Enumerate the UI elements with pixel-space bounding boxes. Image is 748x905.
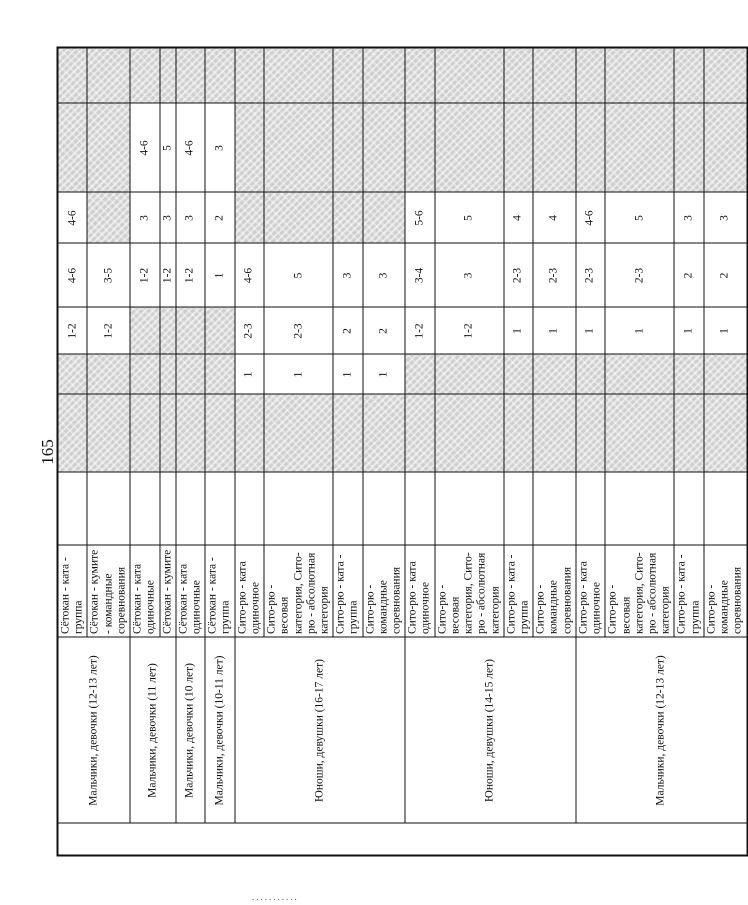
value-cell: 3 bbox=[205, 103, 234, 192]
blank-column bbox=[58, 823, 748, 855]
hatched-cell bbox=[674, 103, 703, 192]
value-cell: 2 bbox=[333, 307, 362, 354]
event-cell: Сито-рю - весовая категория, Сито-рю - абсолютная категория bbox=[605, 545, 674, 637]
event-cell: Сито-рю - ката - группа bbox=[333, 545, 362, 637]
hatched-cell bbox=[605, 47, 674, 103]
value-cell: 1 bbox=[576, 307, 605, 354]
hatched-cell bbox=[405, 103, 434, 192]
hatched-cell bbox=[130, 394, 159, 472]
value-cell: 1 bbox=[235, 354, 264, 394]
event-cell: Сётокан - ката одиночные bbox=[130, 545, 159, 637]
table-row bbox=[130, 47, 159, 855]
value-cell bbox=[576, 472, 605, 545]
hatched-cell bbox=[87, 103, 130, 192]
hatched-cell bbox=[504, 47, 533, 103]
hatched-cell bbox=[160, 354, 176, 394]
hatched-cell bbox=[87, 47, 130, 103]
event-cell: Сито-рю - ката одиночное bbox=[576, 545, 605, 637]
value-cell: 5 bbox=[264, 243, 333, 307]
value-cell: 4-6 bbox=[235, 243, 264, 307]
hatched-cell bbox=[435, 354, 504, 394]
hatched-cell bbox=[533, 354, 576, 394]
value-cell bbox=[176, 472, 205, 545]
group-cell: Мальчики, девочки (10 лет) bbox=[176, 637, 205, 823]
hatched-cell bbox=[704, 103, 747, 192]
hatched-cell bbox=[235, 47, 264, 103]
value-cell: 3 bbox=[435, 243, 504, 307]
hatched-cell bbox=[576, 394, 605, 472]
value-cell bbox=[205, 472, 234, 545]
event-cell: Сито-рю - ката одиночное bbox=[235, 545, 264, 637]
value-cell: 3 bbox=[160, 192, 176, 243]
hatched-cell bbox=[205, 307, 234, 354]
footer-dots: ........... bbox=[252, 892, 299, 902]
hatched-cell bbox=[704, 394, 747, 472]
event-cell: Сётокан - кумите - командные соревнования bbox=[87, 545, 130, 637]
hatched-cell bbox=[235, 103, 264, 192]
value-cell bbox=[363, 472, 406, 545]
event-cell: Сито-рю - командные соревнования bbox=[533, 545, 576, 637]
hatched-cell bbox=[435, 394, 504, 472]
value-cell: 1 bbox=[533, 307, 576, 354]
value-cell: 1-2 bbox=[160, 243, 176, 307]
value-cell bbox=[504, 472, 533, 545]
table-row bbox=[235, 47, 264, 855]
hatched-cell bbox=[205, 47, 234, 103]
hatched-cell bbox=[235, 192, 264, 243]
value-cell: 5 bbox=[435, 192, 504, 243]
value-cell: 1 bbox=[264, 354, 333, 394]
value-cell: 3 bbox=[674, 192, 703, 243]
value-cell bbox=[58, 472, 88, 545]
value-cell: 4-6 bbox=[130, 103, 159, 192]
value-cell: 2-3 bbox=[605, 243, 674, 307]
event-cell: Сётокан - кумите bbox=[160, 545, 176, 637]
group-cell: Юноши, девушки (16-17 лет) bbox=[235, 637, 406, 823]
event-cell: Сито-рю - весовая категория, Сито-рю - абсолютная категория bbox=[264, 545, 333, 637]
hatched-cell bbox=[363, 47, 406, 103]
value-cell: 3 bbox=[130, 192, 159, 243]
table-row bbox=[576, 47, 605, 855]
value-cell: 1 bbox=[333, 354, 362, 394]
value-cell: 4 bbox=[533, 192, 576, 243]
event-cell: Сётокан - ката - группа bbox=[58, 545, 88, 637]
hatched-cell bbox=[160, 307, 176, 354]
value-cell: 1-2 bbox=[405, 307, 434, 354]
value-cell bbox=[605, 472, 674, 545]
hatched-cell bbox=[605, 354, 674, 394]
value-cell: 3 bbox=[363, 243, 406, 307]
value-cell: 4-6 bbox=[58, 243, 88, 307]
hatched-cell bbox=[704, 354, 747, 394]
value-cell bbox=[435, 472, 504, 545]
hatched-cell bbox=[264, 394, 333, 472]
hatched-cell bbox=[264, 192, 333, 243]
value-cell: 2 bbox=[205, 192, 234, 243]
hatched-cell bbox=[333, 192, 362, 243]
hatched-cell bbox=[58, 103, 88, 192]
group-cell: Мальчики, девочки (10-11 лет) bbox=[205, 637, 234, 823]
value-cell bbox=[87, 472, 130, 545]
value-cell bbox=[264, 472, 333, 545]
table-row bbox=[58, 47, 88, 855]
value-cell: 1 bbox=[605, 307, 674, 354]
value-cell: 1 bbox=[363, 354, 406, 394]
group-cell: Мальчики, девочки (12-13 лет) bbox=[576, 637, 747, 823]
value-cell: 5 bbox=[605, 192, 674, 243]
group-cell: Юноши, девушки (14-15 лет) bbox=[405, 637, 576, 823]
hatched-cell bbox=[605, 103, 674, 192]
hatched-cell bbox=[160, 394, 176, 472]
hatched-cell bbox=[405, 354, 434, 394]
value-cell: 1-2 bbox=[130, 243, 159, 307]
hatched-cell bbox=[504, 394, 533, 472]
hatched-cell bbox=[605, 394, 674, 472]
value-cell: 1 bbox=[504, 307, 533, 354]
hatched-cell bbox=[87, 192, 130, 243]
value-cell bbox=[333, 472, 362, 545]
hatched-cell bbox=[435, 103, 504, 192]
hatched-cell bbox=[264, 47, 333, 103]
value-cell: 1-2 bbox=[435, 307, 504, 354]
hatched-cell bbox=[405, 394, 434, 472]
value-cell bbox=[130, 472, 159, 545]
value-cell: 3-5 bbox=[87, 243, 130, 307]
group-cell: Мальчики, девочки (12-13 лет) bbox=[58, 637, 131, 823]
hatched-cell bbox=[87, 354, 130, 394]
value-cell: 3-4 bbox=[405, 243, 434, 307]
value-cell: 4 bbox=[504, 192, 533, 243]
hatched-cell bbox=[533, 47, 576, 103]
hatched-cell bbox=[704, 47, 747, 103]
hatched-cell bbox=[363, 192, 406, 243]
hatched-cell bbox=[576, 103, 605, 192]
event-cell: Сито-рю - ката - группа bbox=[504, 545, 533, 637]
hatched-cell bbox=[130, 354, 159, 394]
hatched-cell bbox=[160, 47, 176, 103]
value-cell: 2-3 bbox=[235, 307, 264, 354]
hatched-cell bbox=[130, 47, 159, 103]
hatched-cell bbox=[576, 354, 605, 394]
value-cell: 4-6 bbox=[176, 103, 205, 192]
value-cell: 5 bbox=[160, 103, 176, 192]
hatched-cell bbox=[674, 47, 703, 103]
hatched-cell bbox=[58, 47, 88, 103]
page-number: 165 bbox=[38, 439, 57, 465]
event-cell: Сито-рю - ката одиночное bbox=[405, 545, 434, 637]
value-cell bbox=[674, 472, 703, 545]
hatched-cell bbox=[674, 354, 703, 394]
hatched-cell bbox=[576, 47, 605, 103]
hatched-cell bbox=[176, 394, 205, 472]
results-table bbox=[57, 46, 748, 856]
value-cell: 2 bbox=[363, 307, 406, 354]
hatched-cell bbox=[205, 394, 234, 472]
table-row bbox=[205, 47, 234, 855]
value-cell: 3 bbox=[176, 192, 205, 243]
event-cell: Сётокан - ката - группа bbox=[205, 545, 234, 637]
hatched-cell bbox=[674, 394, 703, 472]
event-cell: Сито-рю - командные соревнования bbox=[704, 545, 747, 637]
hatched-cell bbox=[504, 354, 533, 394]
event-cell: Сито-рю - ката - группа bbox=[674, 545, 703, 637]
event-cell: Сётокан - ката одиночные bbox=[176, 545, 205, 637]
value-cell bbox=[235, 472, 264, 545]
hatched-cell bbox=[504, 103, 533, 192]
value-cell: 2-3 bbox=[533, 243, 576, 307]
value-cell: 1 bbox=[704, 307, 747, 354]
value-cell: 1-2 bbox=[176, 243, 205, 307]
hatched-cell bbox=[363, 394, 406, 472]
hatched-cell bbox=[435, 47, 504, 103]
value-cell bbox=[160, 472, 176, 545]
value-cell bbox=[704, 472, 747, 545]
value-cell: 3 bbox=[704, 192, 747, 243]
hatched-cell bbox=[87, 394, 130, 472]
hatched-cell bbox=[405, 47, 434, 103]
value-cell: 1-2 bbox=[87, 307, 130, 354]
event-cell: Сито-рю - командные соревнования bbox=[363, 545, 406, 637]
hatched-cell bbox=[58, 354, 88, 394]
hatched-cell bbox=[533, 394, 576, 472]
value-cell: 2 bbox=[674, 243, 703, 307]
value-cell: 2-3 bbox=[264, 307, 333, 354]
value-cell: 1 bbox=[674, 307, 703, 354]
hatched-cell bbox=[363, 103, 406, 192]
value-cell: 3 bbox=[333, 243, 362, 307]
hatched-cell bbox=[533, 103, 576, 192]
event-cell: Сито-рю - весовая категория, Сито-рю - абсолютная категория bbox=[435, 545, 504, 637]
hatched-cell bbox=[58, 394, 88, 472]
value-cell: 4-6 bbox=[58, 192, 88, 243]
value-cell: 5-6 bbox=[405, 192, 434, 243]
hatched-cell bbox=[333, 103, 362, 192]
hatched-cell bbox=[264, 103, 333, 192]
hatched-cell bbox=[176, 47, 205, 103]
hatched-cell bbox=[130, 307, 159, 354]
hatched-cell bbox=[235, 394, 264, 472]
value-cell: 2 bbox=[704, 243, 747, 307]
rotated-table-wrapper bbox=[57, 48, 744, 856]
value-cell: 4-6 bbox=[576, 192, 605, 243]
value-cell: 1 bbox=[205, 243, 234, 307]
value-cell bbox=[405, 472, 434, 545]
value-cell: 2-3 bbox=[576, 243, 605, 307]
table-row bbox=[176, 47, 205, 855]
hatched-cell bbox=[176, 354, 205, 394]
value-cell bbox=[533, 472, 576, 545]
hatched-cell bbox=[333, 394, 362, 472]
hatched-cell bbox=[333, 47, 362, 103]
group-cell: Мальчики, девочки (11 лет) bbox=[130, 637, 176, 823]
table-row bbox=[405, 47, 434, 855]
hatched-cell bbox=[176, 307, 205, 354]
hatched-cell bbox=[205, 354, 234, 394]
value-cell: 1-2 bbox=[58, 307, 88, 354]
value-cell: 2-3 bbox=[504, 243, 533, 307]
